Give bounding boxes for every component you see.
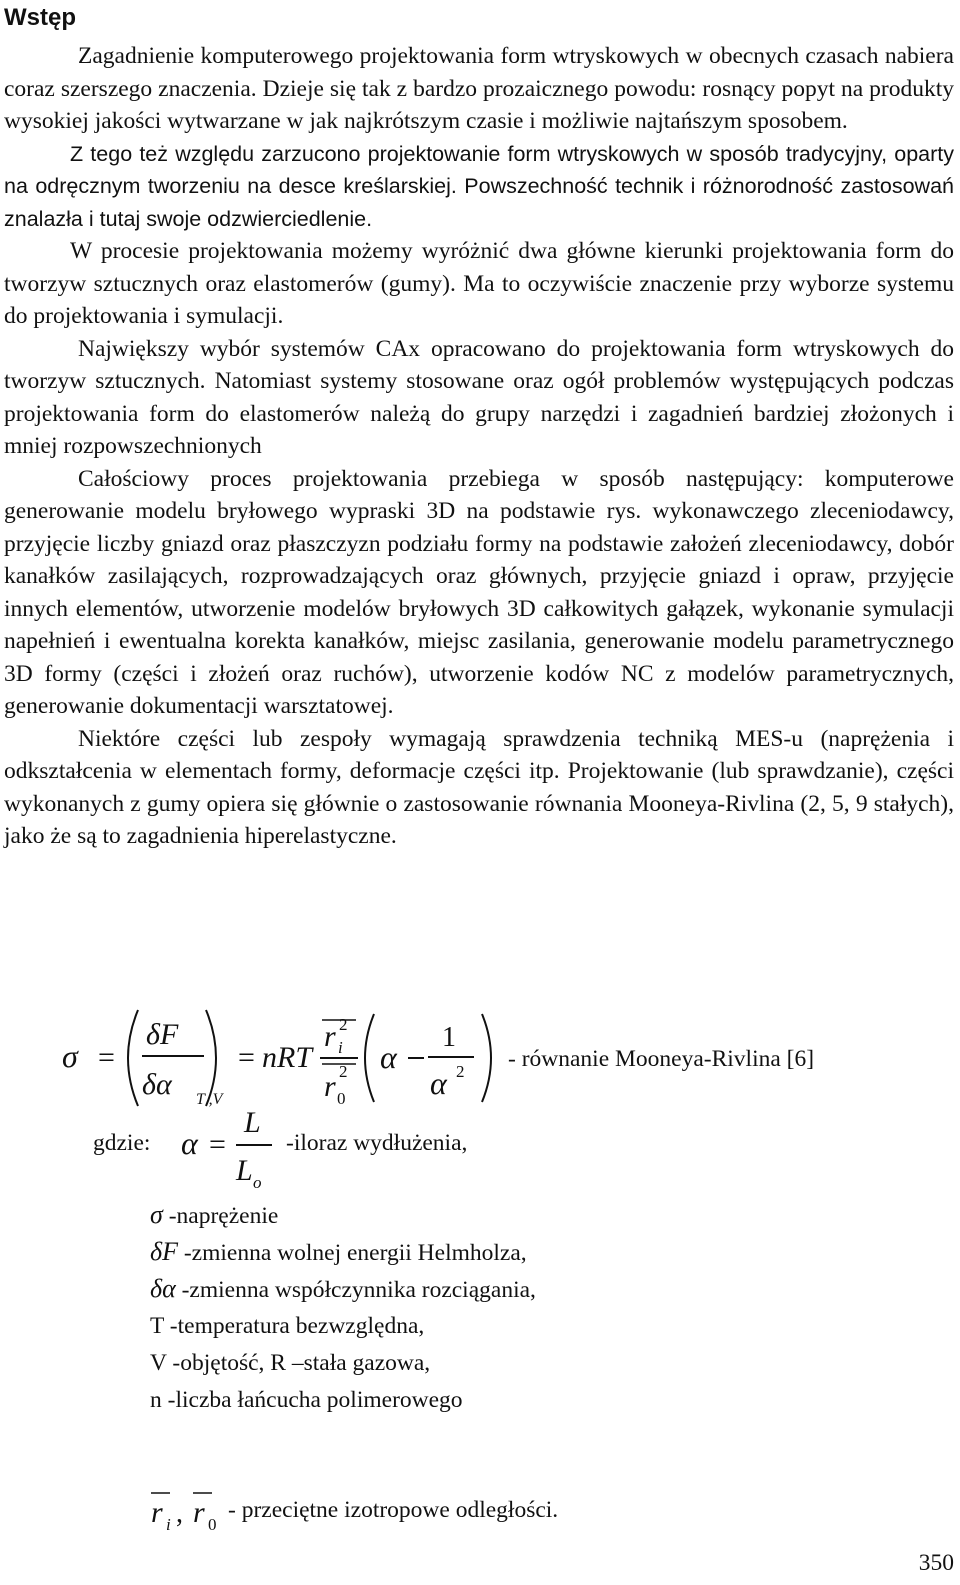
eq-sup-2-bottom: 2 (339, 1062, 348, 1081)
eq-equals-2: = (238, 1041, 255, 1074)
paragraph-traditional: Z tego też względu zarzucono projektowanie form wtryskowych w sposób tradycyjny, oparty na odręcznym tworzeniu na desce kreślarskiej. Powszechność technik i różnorodność zastosowań znalazła i tutaj swoje odzwierciedlenie. (4, 141, 954, 231)
definition-item (150, 1200, 278, 1231)
definition-symbol: δα (150, 1274, 176, 1303)
alpha-def-L: L (244, 1106, 261, 1139)
definition-text: -naprężenie (162, 1203, 279, 1229)
last-def-sub-0: 0 (208, 1515, 217, 1534)
definition-text: V -objętość, R –stała gazowa, (150, 1350, 431, 1376)
eq-alpha-sup-2: 2 (456, 1062, 465, 1081)
definition-text: T -temperatura bezwzględna, (150, 1313, 425, 1339)
definition-item (150, 1348, 430, 1378)
alpha-def-sub-o: o (253, 1173, 262, 1192)
paragraph-directions: W procesie projektowania możemy wyróżnić dwa główne kierunki projektowania form do tworzyw sztucznych oraz elastomerów (gumy). Ma to oczywiście znaczenie przy wyborze systemu do projektowania i symulacji. (4, 238, 954, 329)
eq-sigma: σ (62, 1038, 78, 1074)
section-heading: Wstęp (4, 4, 76, 31)
eq-paren2-left (365, 1014, 374, 1102)
eq-paren2-right (482, 1014, 491, 1102)
alpha-def-Lo: L (236, 1154, 253, 1187)
eq-sub-i: i (338, 1038, 343, 1057)
last-def-comma: , (176, 1498, 183, 1529)
paragraph-intro: Zagadnienie komputerowego projektowania form wtryskowych w obecnych czasach nabiera coraz szerszego znaczenia. Dzieje się tak z bardzo prozaicznego powodu: rosnący popyt na produkty wysokiej jakości wytwarzane w jak najkrótszym czasie i możliwie najtańszym sposobem. (4, 43, 954, 134)
definition-text: n -liczba łańcucha polimerowego (150, 1387, 463, 1413)
eq-sup-2-top: 2 (339, 1015, 348, 1034)
eq-dF: δF (146, 1018, 179, 1051)
alpha-def-description: -iloraz wydłużenia, (286, 1130, 468, 1156)
definition-symbol: δF (150, 1237, 178, 1266)
mooney-rivlin-label: - równanie Mooneya-Rivlina [6] (508, 1046, 815, 1072)
definition-item (150, 1274, 536, 1305)
last-def-sub-i: i (166, 1515, 171, 1534)
eq-r-i: r (324, 1020, 336, 1053)
last-def-r-0: r (193, 1496, 205, 1529)
eq-one: 1 (442, 1022, 456, 1053)
alpha-def-prefix: gdzie: (93, 1130, 151, 1156)
alpha-def-equals: = (209, 1128, 226, 1161)
eq-alpha-denominator: α (430, 1065, 447, 1101)
eq-alpha: α (380, 1039, 397, 1075)
paragraph-process: Całościowy proces projektowania przebiega w sposób następujący: komputerowe generowanie modelu bryłowego wypraski 3D na podstawie rys. wykonawczego zleceniodawcy, przyjęcie liczby gniazd oraz płaszczyzn podziału formy na podstawie założeń zleceniodawcy, dobór kanałków zasilających, rozprowadzających oraz głównych, przyjęcie gniazd i opraw, przyjęcie innych elementów, utworzenie modelów bryłowych 3D całkowitych gałązek, wykonanie symulacji napełnień i ewentualna korekta kanałków, miejsc zasilania, generowanie modelu parametrycznego 3D formy (części i złożeń oraz ruchów), utworzenie kodów NC z modelów parametrycznych, generowanie dokumentacji warsztatowej. (4, 465, 954, 719)
eq-dalpha: δα (142, 1068, 172, 1101)
eq-subscript-TV: T ,V (196, 1091, 223, 1108)
definition-text: -zmienna wolnej energii Helmholza, (177, 1240, 527, 1266)
last-definition-text: - przeciętne izotropowe odległości. (228, 1497, 559, 1523)
eq-sub-0: 0 (337, 1089, 346, 1108)
definition-item (150, 1311, 424, 1341)
last-def-r-i: r (151, 1496, 163, 1529)
definition-symbol: σ (150, 1200, 163, 1229)
eq-nRT: nRT (262, 1041, 313, 1074)
page-number: 350 (918, 1550, 954, 1576)
eq-r-0: r (324, 1070, 336, 1103)
definition-item (150, 1237, 527, 1268)
definition-text: -zmienna współczynnika rozciągania, (175, 1277, 536, 1303)
eq-equals-1: = (98, 1041, 115, 1074)
alpha-def-alpha: α (181, 1125, 198, 1161)
definition-item (150, 1385, 463, 1415)
eq-paren-left (128, 1010, 138, 1106)
paragraph-cax: Największy wybór systemów CAx opracowano do projektowania form wtryskowych do tworzyw sztucznych. Natomiast systemy stosowane oraz ogół problemów występujących podczas projektowania form do elastomerów należą do grupy narzędzi i zagadnień bardziej złożonych i mniej rozpowszechnionych (4, 335, 954, 459)
paragraph-fem: Niektóre części lub zespoły wymagają sprawdzenia techniką MES-u (naprężenia i odkształcenia w elementach formy, deformacje części itp. Projektowanie (lub sprawdzanie), części wykonanych z gumy opiera się głównie o zastosowanie równania Mooneya-Rivlina (2, 5, 9 stałych), jako że są to zagadnienia hiperelastyczne. (4, 725, 954, 849)
